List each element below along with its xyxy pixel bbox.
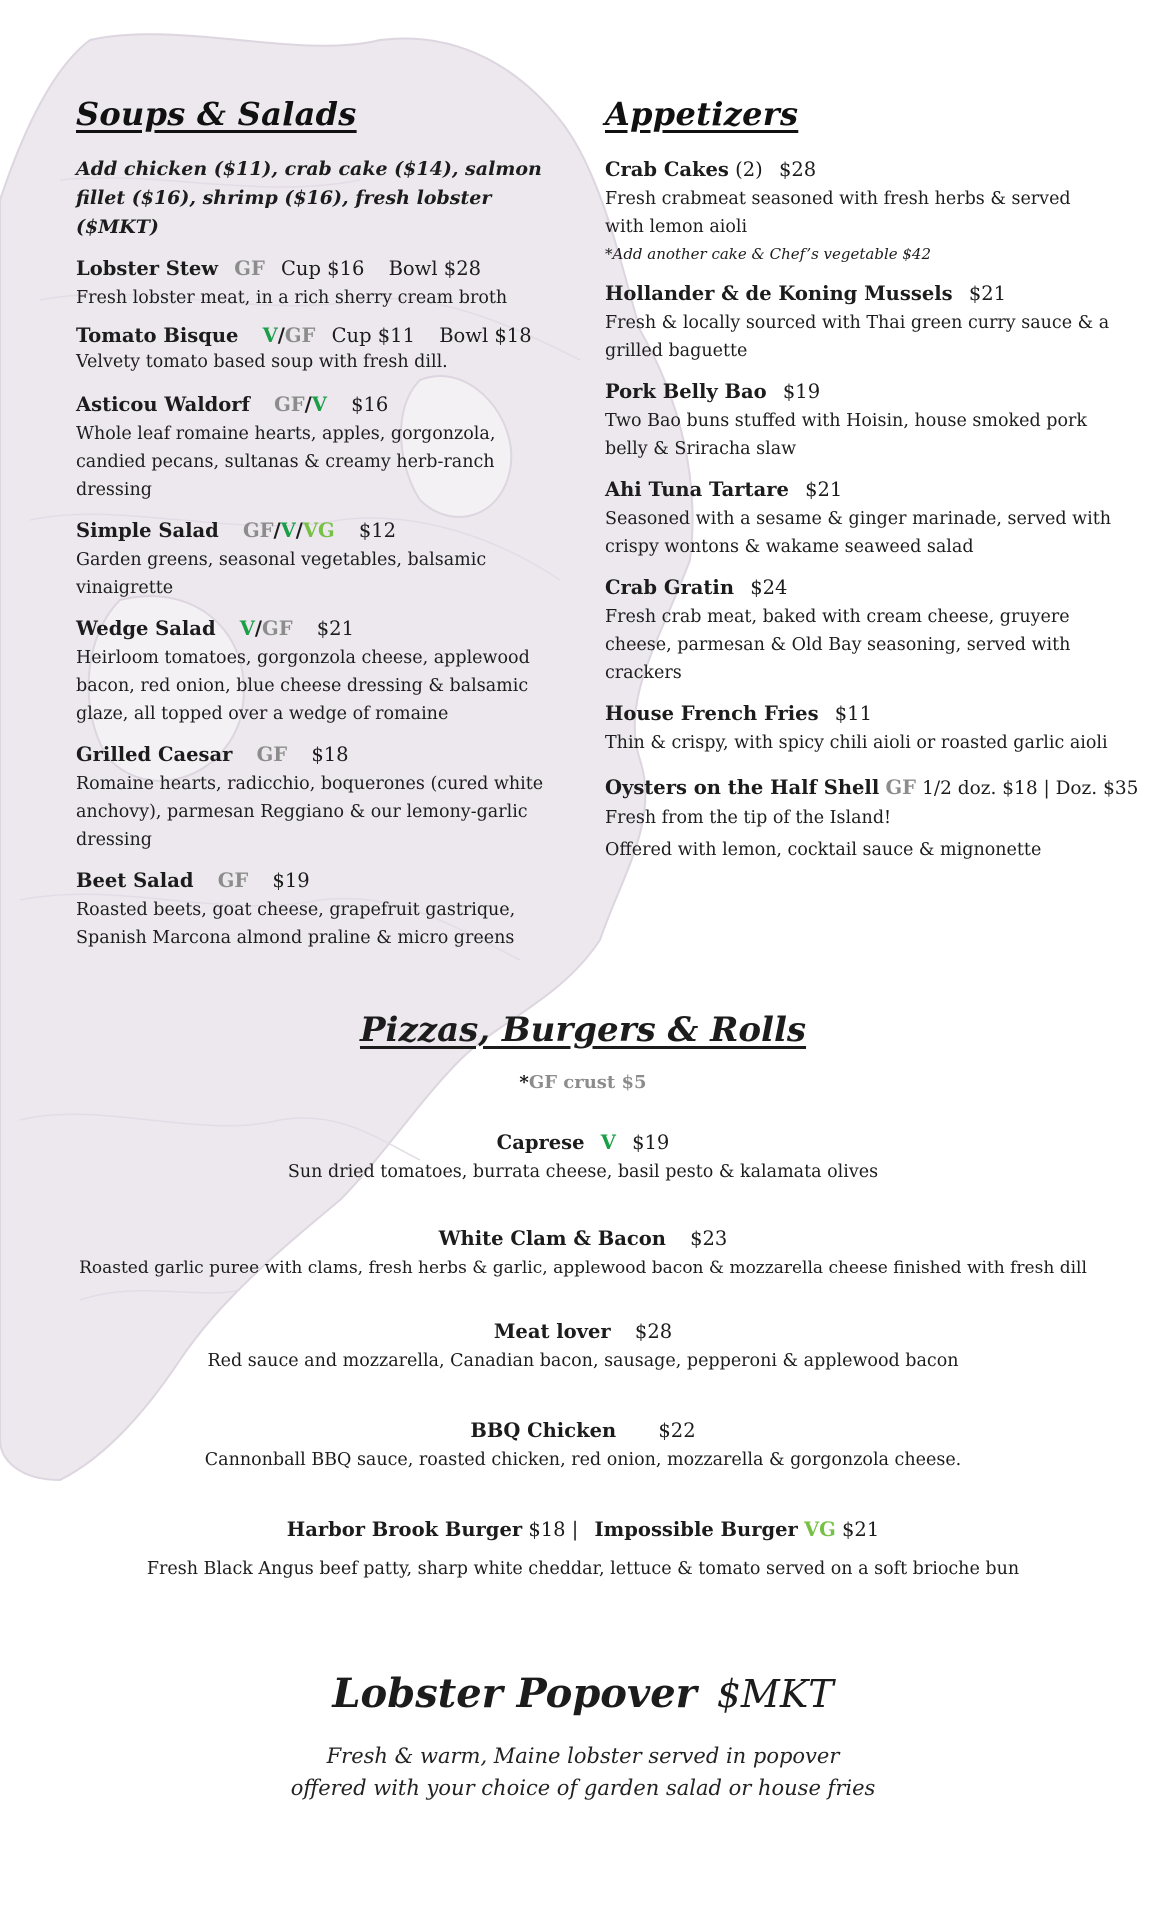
item-description: Roasted garlic puree with clams, fresh herbs & garlic, applewood bacon & mozzarella cheese finished with fresh dill xyxy=(79,1258,1087,1278)
cup-price: Cup $16 xyxy=(281,257,365,280)
soups-salads-title: Soups & Salads xyxy=(76,95,357,133)
item-description: Romaine hearts, radicchio, boquerones (cured white anchovy), parmesan Reggiano & our lemony-garlic dressing xyxy=(76,774,544,850)
item-description: Heirloom tomatoes, gorgonzola cheese, applewood bacon, red onion, blue cheese dressing & balsamic glaze, all topped over a wedge of romaine xyxy=(76,648,530,724)
item-description: Whole leaf romaine hearts, apples, gorgonzola, candied pecans, sultanas & creamy herb-ranch dressing xyxy=(76,424,496,500)
item-description: Roasted beets, goat cheese, grapefruit gastrique, Spanish Marcona almond praline & micro greens xyxy=(76,900,516,948)
vg-badge: VG xyxy=(302,519,335,542)
item-price: $19 xyxy=(632,1131,670,1154)
asterisk-mark: * xyxy=(519,1072,529,1093)
v-badge: V xyxy=(280,519,296,542)
item-description: Garden greens, seasonal vegetables, balsamic vinaigrette xyxy=(76,550,487,598)
appetizers-title: Appetizers xyxy=(605,95,799,133)
item-price: $18 xyxy=(311,743,349,766)
lobster-popover-heading xyxy=(0,1670,1166,1717)
badge-separator: / xyxy=(295,519,303,542)
badge-separator: / xyxy=(254,617,263,640)
item-description: Fresh & locally sourced with Thai green curry sauce & a grilled baguette xyxy=(605,313,1110,361)
gf-badge: GF xyxy=(284,324,316,347)
menu-item-ahi-tuna xyxy=(605,475,1115,561)
menu-item-caprese xyxy=(0,1128,1166,1186)
pizzas-title: Pizzas, Burgers & Rolls xyxy=(359,1010,807,1050)
item-description: Fresh crab meat, baked with cream cheese, gruyere cheese, parmesan & Old Bay seasoning, served with crackers xyxy=(605,607,1071,683)
badge-separator: / xyxy=(304,393,312,416)
item-description: Red sauce and mozzarella, Canadian bacon, sausage, pepperoni & applewood bacon xyxy=(207,1351,959,1371)
item-description: Seasoned with a sesame & ginger marinade, served with crispy wontons & wakame seaweed salad xyxy=(605,509,1112,557)
impossible-burger-price: $21 xyxy=(842,1518,880,1541)
item-name: Pork Belly Bao xyxy=(605,380,767,403)
item-price: $28 xyxy=(634,1320,673,1343)
item-description: Two Bao buns stuffed with Hoisin, house smoked pork belly & Sriracha slaw xyxy=(605,411,1087,459)
item-name: Meat lover xyxy=(493,1320,611,1343)
bowl-price: Bowl $18 xyxy=(439,324,532,347)
item-name: Hollander & de Koning Mussels xyxy=(605,282,953,305)
item-description-2: Offered with lemon, cocktail sauce & mignonette xyxy=(605,840,1042,860)
item-name: Beet Salad xyxy=(76,869,194,892)
item-name: House French Fries xyxy=(605,702,819,725)
protein-addons: Add chicken ($11), crab cake ($14), salmon fillet ($16), shrimp ($16), fresh lobster ($MKT) xyxy=(76,158,542,238)
gf-crust-note xyxy=(0,1072,1166,1093)
item-description: Fresh crabmeat seasoned with fresh herbs & served with lemon aioli xyxy=(605,189,1071,237)
item-name: Simple Salad xyxy=(76,519,219,542)
item-price: $21 xyxy=(968,282,1007,305)
lobster-popover-description xyxy=(0,1740,1166,1804)
impossible-burger-name: Impossible Burger xyxy=(594,1518,798,1541)
item-description: Fresh from the tip of the Island! xyxy=(605,808,892,828)
item-name: Oysters on the Half Shell xyxy=(605,776,880,799)
gf-badge: GF xyxy=(242,519,274,542)
item-price: $22 xyxy=(658,1419,696,1442)
menu-item-grilled-caesar xyxy=(76,740,566,854)
item-description: Velvety tomato based soup with fresh dill. xyxy=(76,352,448,372)
gf-badge: GF xyxy=(256,743,288,766)
gf-badge: GF xyxy=(262,617,293,640)
badge-separator: / xyxy=(273,519,281,542)
menu-item-mussels xyxy=(605,279,1115,365)
menu-item-oysters xyxy=(605,773,1139,864)
v-badge: V xyxy=(600,1131,616,1154)
gf-badge: GF xyxy=(217,869,249,892)
item-description: Fresh lobster meat, in a rich sherry cream broth xyxy=(76,288,508,308)
item-note: *Add another cake & Chef’s vegetable $42 xyxy=(605,245,932,263)
vg-badge: VG xyxy=(804,1518,836,1541)
item-name: Crab Gratin xyxy=(605,576,735,599)
burger-separator: | xyxy=(571,1518,579,1541)
v-badge: V xyxy=(262,324,278,347)
menu-item-burgers xyxy=(0,1515,1166,1583)
lobster-popover-price: $MKT xyxy=(716,1672,834,1716)
item-price: $11 xyxy=(834,702,872,725)
popover-line-2: offered with your choice of garden salad or house fries xyxy=(290,1776,876,1800)
menu-item-asticou-waldorf xyxy=(76,390,566,504)
item-name: Wedge Salad xyxy=(76,617,216,640)
soups-salads-section xyxy=(76,95,566,964)
gf-badge: GF xyxy=(274,393,305,416)
menu-item-crab-gratin xyxy=(605,573,1115,687)
item-price: $19 xyxy=(272,869,310,892)
harbor-burger-price: $18 xyxy=(528,1518,566,1541)
menu-item-pork-belly-bao xyxy=(605,377,1115,463)
bowl-price: Bowl $28 xyxy=(388,257,482,280)
item-name: Tomato Bisque xyxy=(76,324,239,347)
item-price: $21 xyxy=(805,478,843,501)
menu-item-simple-salad xyxy=(76,516,566,602)
item-description: Sun dried tomatoes, burrata cheese, basil pesto & kalamata olives xyxy=(287,1162,879,1182)
menu-item-lobster-stew xyxy=(76,254,566,312)
appetizers-section xyxy=(605,95,1139,876)
item-price: $16 xyxy=(351,393,389,416)
item-description: Cannonball BBQ sauce, roasted chicken, red onion, mozzarella & gorgonzola cheese. xyxy=(204,1450,962,1470)
badge-separator: / xyxy=(277,324,285,347)
item-price: $24 xyxy=(750,576,788,599)
menu-item-meat-lover xyxy=(0,1317,1166,1375)
menu-item-tomato-bisque xyxy=(76,324,566,376)
gf-badge: GF xyxy=(885,776,916,799)
item-description: Fresh Black Angus beef patty, sharp white cheddar, lettuce & tomato served on a soft brioche bun xyxy=(146,1559,1020,1579)
cup-price: Cup $11 xyxy=(331,324,415,347)
item-name: Asticou Waldorf xyxy=(76,393,250,416)
item-name: Grilled Caesar xyxy=(76,743,233,766)
menu-item-crab-cakes xyxy=(605,155,1115,267)
v-badge: V xyxy=(311,393,327,416)
menu-item-white-clam xyxy=(0,1224,1166,1282)
item-price: $19 xyxy=(782,380,821,403)
item-description: Thin & crispy, with spicy chili aioli or roasted garlic aioli xyxy=(605,733,1108,753)
lobster-popover-title: Lobster Popover xyxy=(332,1670,697,1717)
item-name: White Clam & Bacon xyxy=(438,1227,666,1250)
item-price: $12 xyxy=(358,519,397,542)
menu-item-wedge-salad xyxy=(76,614,566,728)
item-name: Caprese xyxy=(496,1131,585,1154)
item-name: BBQ Chicken xyxy=(470,1419,617,1442)
harbor-burger-name: Harbor Brook Burger xyxy=(286,1518,523,1541)
item-name: Ahi Tuna Tartare xyxy=(605,478,789,501)
gf-crust-text: GF crust $5 xyxy=(528,1072,647,1093)
item-price: $21 xyxy=(316,617,354,640)
item-price: $28 xyxy=(778,158,817,181)
v-badge: V xyxy=(239,617,255,640)
gf-badge: GF xyxy=(234,257,265,280)
popover-line-1: Fresh & warm, Maine lobster served in popover xyxy=(326,1744,840,1768)
menu-item-bbq-chicken xyxy=(0,1416,1166,1474)
menu-item-beet-salad xyxy=(76,866,566,952)
item-price: 1/2 doz. $18 | Doz. $35 xyxy=(922,778,1139,799)
item-price: $23 xyxy=(690,1227,728,1250)
menu-item-french-fries xyxy=(605,699,1115,757)
item-name: Lobster Stew xyxy=(76,257,219,280)
item-quantity: (2) xyxy=(735,158,763,181)
item-name: Crab Cakes xyxy=(605,158,729,181)
